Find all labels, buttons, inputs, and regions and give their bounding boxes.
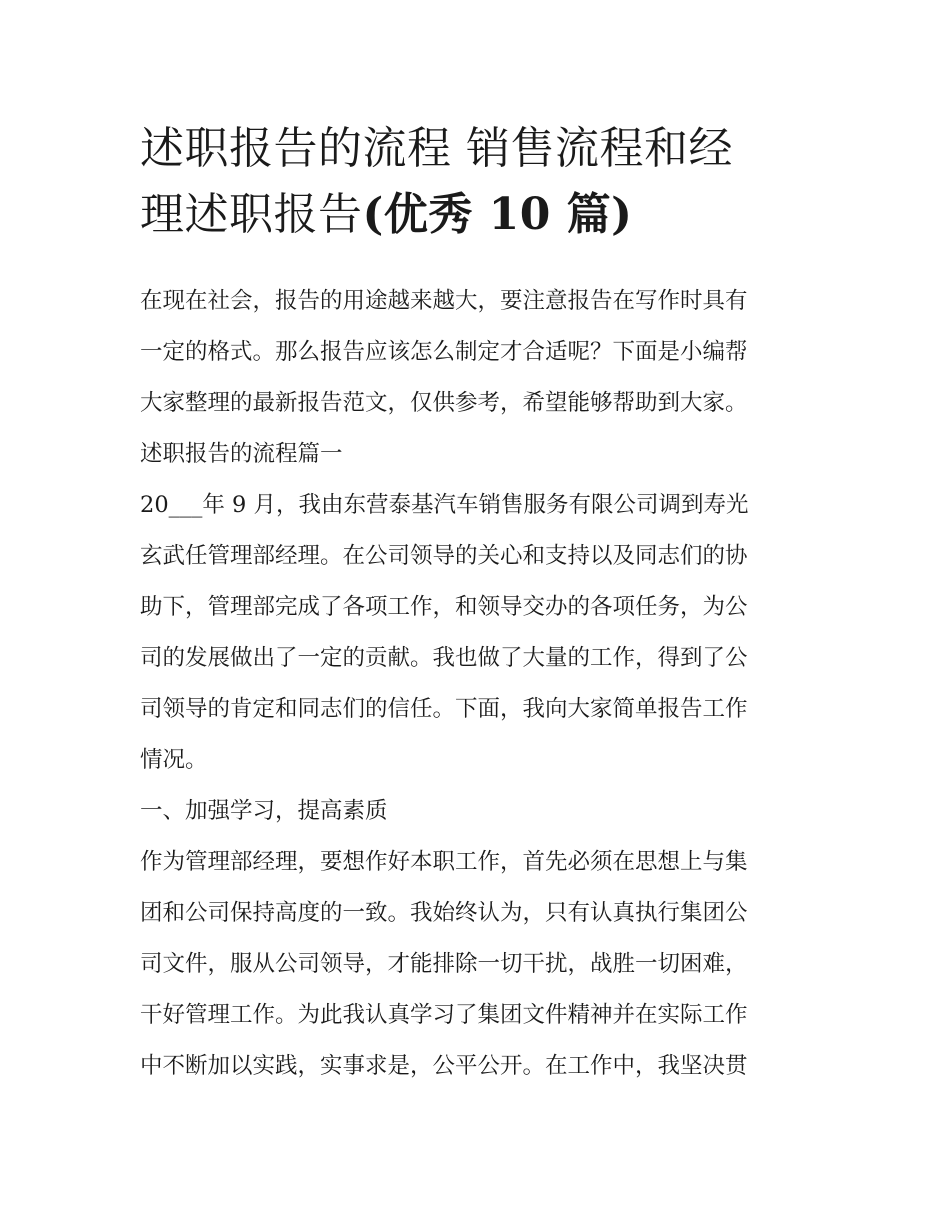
document-title	[140, 116, 812, 248]
document-body	[140, 276, 812, 1092]
body-line: 助下，管理部完成了各项工作，和领导交办的各项任务，为公	[140, 594, 748, 620]
body-line: 情况。	[140, 747, 208, 773]
subsection-heading: 一、加强学习，提高素质	[140, 798, 388, 824]
title-line-2-bold: (优秀 10 篇)	[362, 189, 633, 240]
body-line: 团和公司保持高度的一致。我始终认为，只有认真执行集团公	[140, 900, 748, 926]
body-line: 在现在社会，报告的用途越来越大，要注意报告在写作时具有	[140, 288, 748, 314]
body-line: 作为管理部经理，要想作好本职工作，首先必须在思想上与集	[140, 849, 748, 875]
body-line: 司文件，服从公司领导，才能排除一切干扰，战胜一切困难，	[140, 951, 748, 977]
section-heading: 述职报告的流程篇一	[140, 441, 343, 467]
body-line: 司领导的肯定和同志们的信任。下面，我向大家简单报告工作	[140, 696, 748, 722]
body-line: 中不断加以实践，实事求是，公平公开。在工作中，我坚决贯	[140, 1053, 748, 1079]
title-line-2-plain: 理述职报告	[140, 189, 363, 240]
body-line: 玄武任管理部经理。在公司领导的关心和支持以及同志们的协	[140, 543, 748, 569]
body-line: 干好管理工作。为此我认真学习了集团文件精神并在实际工作	[140, 1002, 748, 1028]
title-line-1: 述职报告的流程 销售流程和经	[140, 123, 733, 174]
body-line: 一定的格式。那么报告应该怎么制定才合适呢？下面是小编帮	[140, 339, 748, 365]
body-line: 20___年 9 月，我由东营泰基汽车销售服务有限公司调到寿光	[140, 492, 749, 518]
document-page	[140, 116, 812, 1092]
title-line-2	[140, 182, 812, 248]
body-line: 大家整理的最新报告范文，仅供参考，希望能够帮助到大家。	[140, 390, 748, 416]
body-line: 司的发展做出了一定的贡献。我也做了大量的工作，得到了公	[140, 645, 748, 671]
